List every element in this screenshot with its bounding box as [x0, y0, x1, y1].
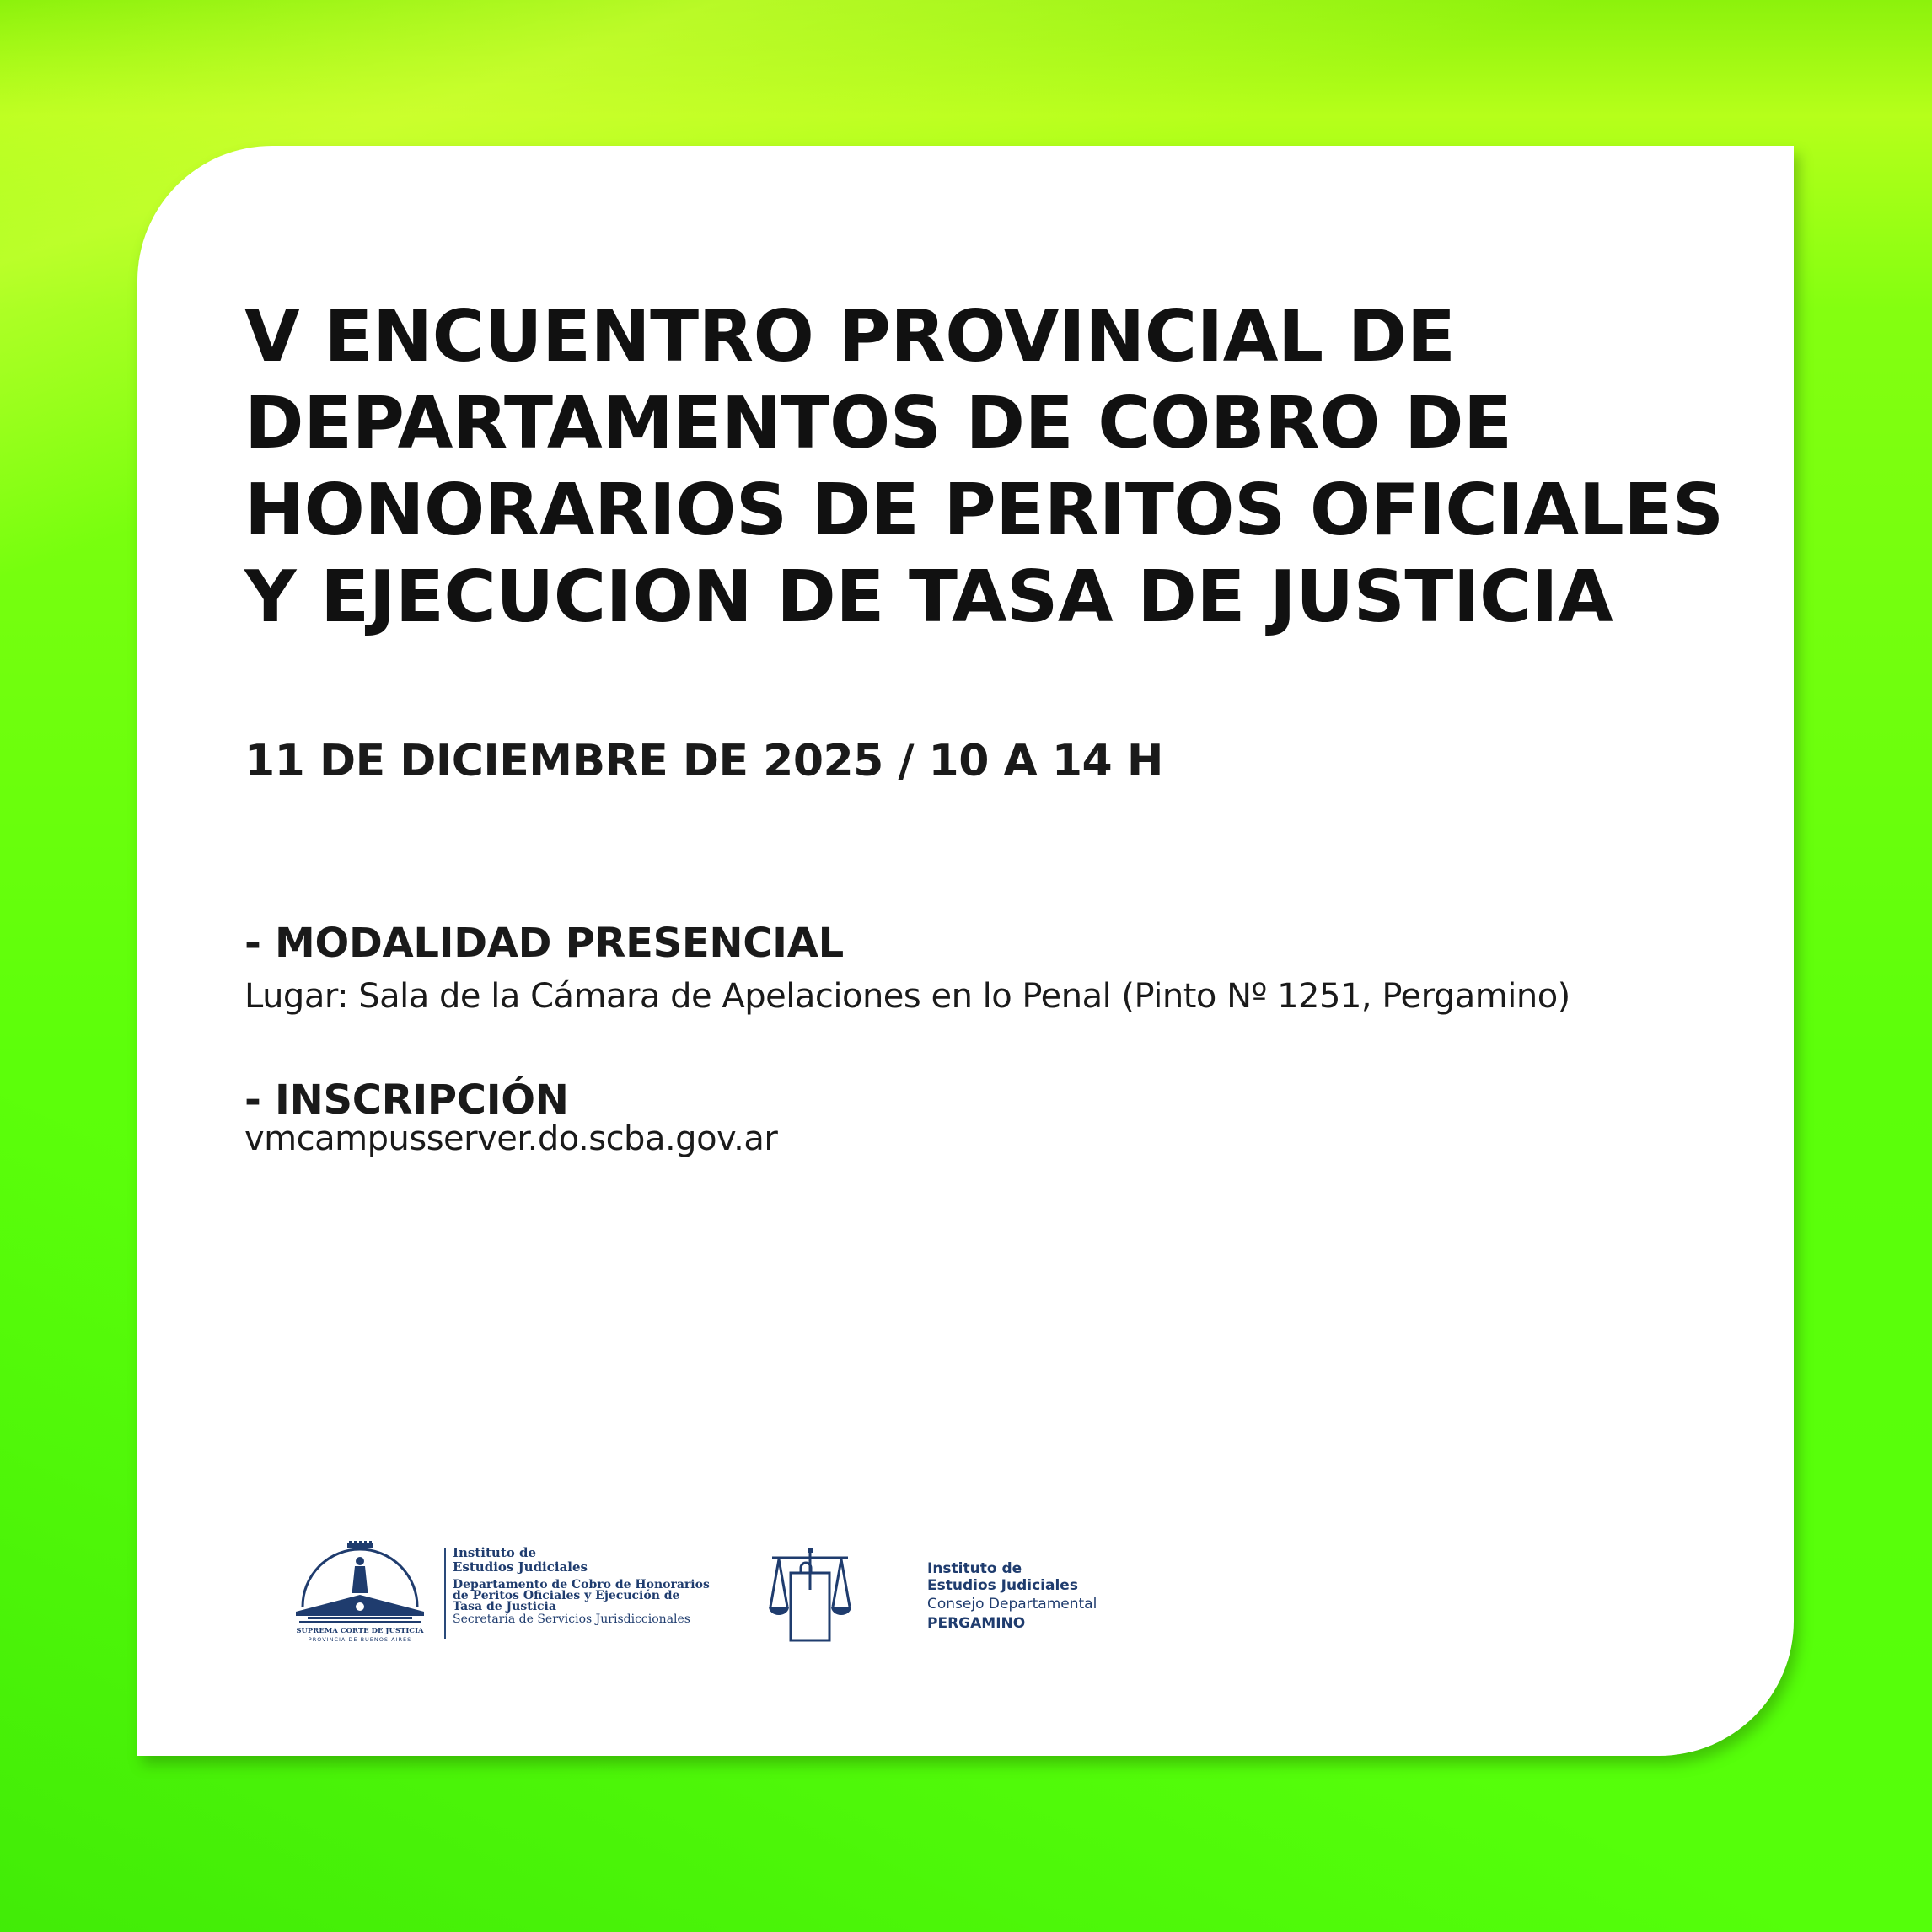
seal-caption-1: SUPREMA CORTE DE JUSTICIA — [296, 1627, 424, 1635]
modality-heading: - MODALIDAD PRESENCIAL — [244, 920, 844, 967]
iej-line-3: Consejo Departamental — [927, 1596, 1097, 1613]
registration-heading: - INSCRIPCIÓN — [244, 1076, 569, 1124]
scba-line-3: Departamento de Cobro de Honorarios — [453, 1578, 710, 1591]
scba-line-4: de Peritos Oficiales y Ejecución de — [453, 1589, 680, 1602]
iej-line-4: PERGAMINO — [927, 1615, 1026, 1632]
info-card — [137, 146, 1794, 1756]
venue-text: Lugar: Sala de la Cámara de Apelaciones en lo Penal (Pinto Nº 1251, Pergamino) — [244, 977, 1570, 1016]
scba-line-2: Estudios Judiciales — [453, 1559, 588, 1575]
scba-line-1: Instituto de — [453, 1545, 537, 1560]
iej-line-1: Instituto de — [927, 1560, 1022, 1577]
scba-line-5: Tasa de Justicia — [453, 1600, 556, 1613]
title-line-1: V ENCUENTRO PROVINCIAL DE — [244, 295, 1456, 378]
scba-line-6: Secretaría de Servicios Jurisdiccionales — [453, 1613, 690, 1626]
iej-line-2: Estudios Judiciales — [927, 1577, 1078, 1594]
seal-caption-2: PROVINCIA DE BUENOS AIRES — [308, 1636, 412, 1643]
iej-logo-text — [927, 1560, 1097, 1633]
event-date: 11 DE DICIEMBRE DE 2025 / 10 A 14 H — [244, 736, 1163, 786]
scba-logo-text — [453, 1546, 710, 1626]
scales-of-justice-icon — [767, 1548, 853, 1642]
logo-divider — [444, 1548, 446, 1639]
title-line-4: Y EJECUCION DE TASA DE JUSTICIA — [244, 555, 1613, 639]
title-line-3: HONORARIOS DE PERITOS OFICIALES — [244, 469, 1724, 552]
logo-scba — [292, 1541, 731, 1642]
registration-url[interactable]: vmcampusserver.do.scba.gov.ar — [244, 1119, 778, 1158]
event-title — [244, 293, 1728, 641]
title-line-2: DEPARTAMENTOS DE COBRO DE — [244, 382, 1512, 465]
